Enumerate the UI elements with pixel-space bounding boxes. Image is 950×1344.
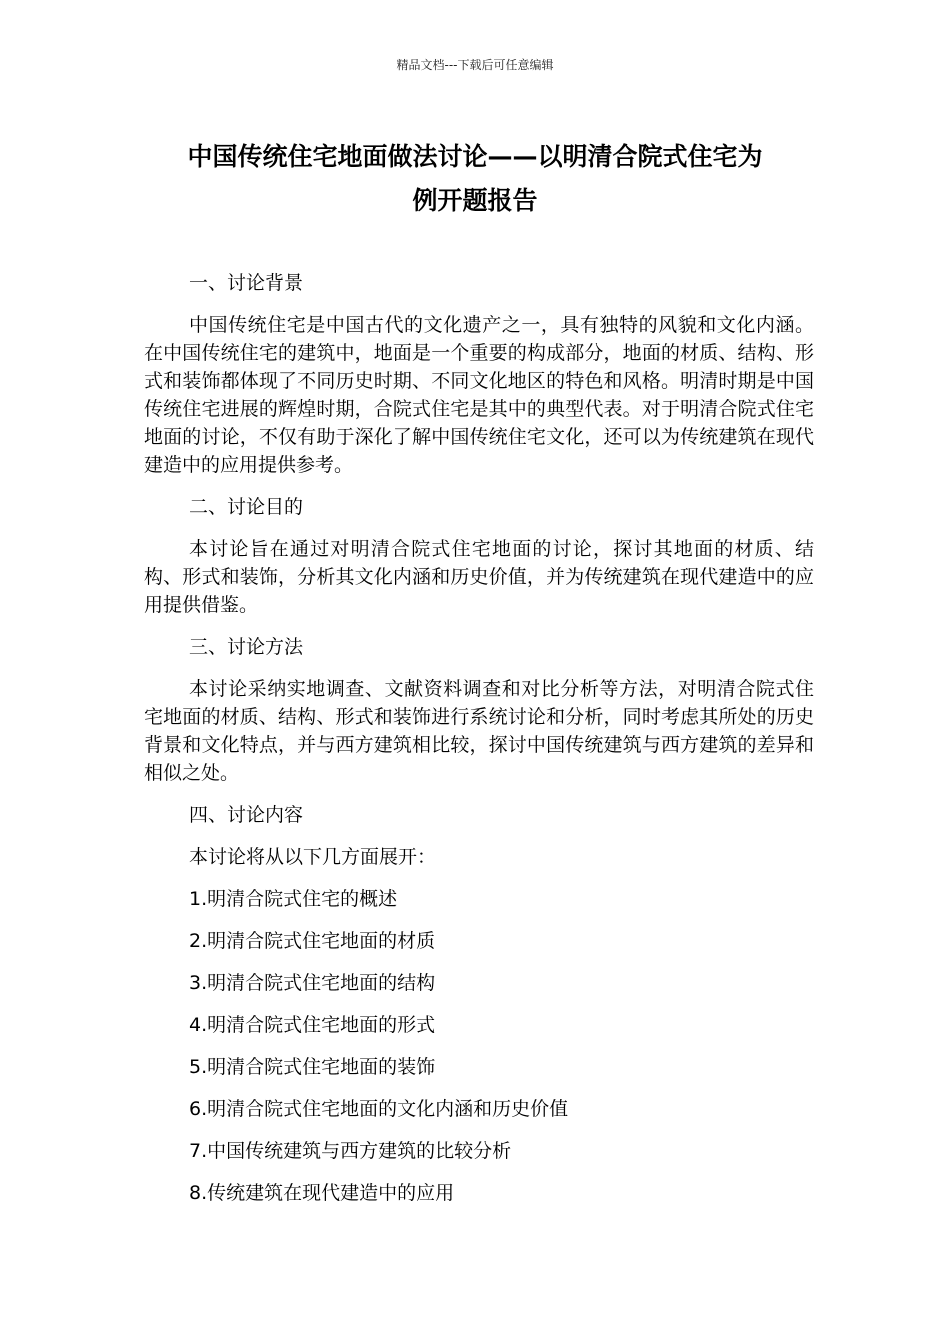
title-line-2: 例开题报告 [412,186,538,215]
section-heading-content: 四、讨论内容 [189,804,304,826]
list-item: 3.明清合院式住宅地面的结构 [189,972,436,994]
title-line-1: 中国传统住宅地面做法讨论——以明清合院式住宅为 [187,142,763,171]
list-item: 1.明清合院式住宅的概述 [189,888,398,910]
paragraph-background: 中国传统住宅是中国古代的文化遗产之一，具有独特的风貌和文化内涵。在中国传统住宅的建筑中，地面是一个重要的构成部分，地面的材质、结构、形式和装饰都体现了不同历史时期、不同文化地区的特色和风格。明清时期是中国传统住宅进展的辉煌时期，合院式住宅是其中的典型代表。对于明清合院式住宅地面的讨论，不仅有助于深化了解中国传统住宅文化，还可以为传统建筑在现代建造中的应用提供参考。 [144,314,814,476]
paragraph-method: 本讨论采纳实地调查、文献资料调查和对比分析等方法，对明清合院式住宅地面的材质、结构、形式和装饰进行系统讨论和分析，同时考虑其所处的历史背景和文化特点，并与西方建筑相比较，探讨中国传统建筑与西方建筑的差异和相似之处。 [144,678,814,784]
section-heading-method: 三、讨论方法 [189,636,304,658]
section-heading-background: 一、讨论背景 [189,272,304,294]
list-item: 6.明清合院式住宅地面的文化内涵和历史价值 [189,1098,569,1120]
header-note: 精品文档---下载后可任意编辑 [396,58,554,72]
list-item: 5.明清合院式住宅地面的装饰 [189,1056,436,1078]
list-item: 4.明清合院式住宅地面的形式 [189,1014,436,1036]
list-item: 8.传统建筑在现代建造中的应用 [189,1182,455,1204]
list-item: 7.中国传统建筑与西方建筑的比较分析 [189,1140,512,1162]
list-item: 2.明清合院式住宅地面的材质 [189,930,436,952]
paragraph-purpose: 本讨论旨在通过对明清合院式住宅地面的讨论，探讨其地面的材质、结构、形式和装饰，分析其文化内涵和历史价值，并为传统建筑在现代建造中的应用提供借鉴。 [144,538,814,616]
content-list-intro: 本讨论将从以下几方面展开： [189,846,437,868]
document-body [144,269,814,1221]
section-heading-purpose: 二、讨论目的 [189,496,304,518]
document-title [135,135,815,223]
content-list [144,885,814,1207]
